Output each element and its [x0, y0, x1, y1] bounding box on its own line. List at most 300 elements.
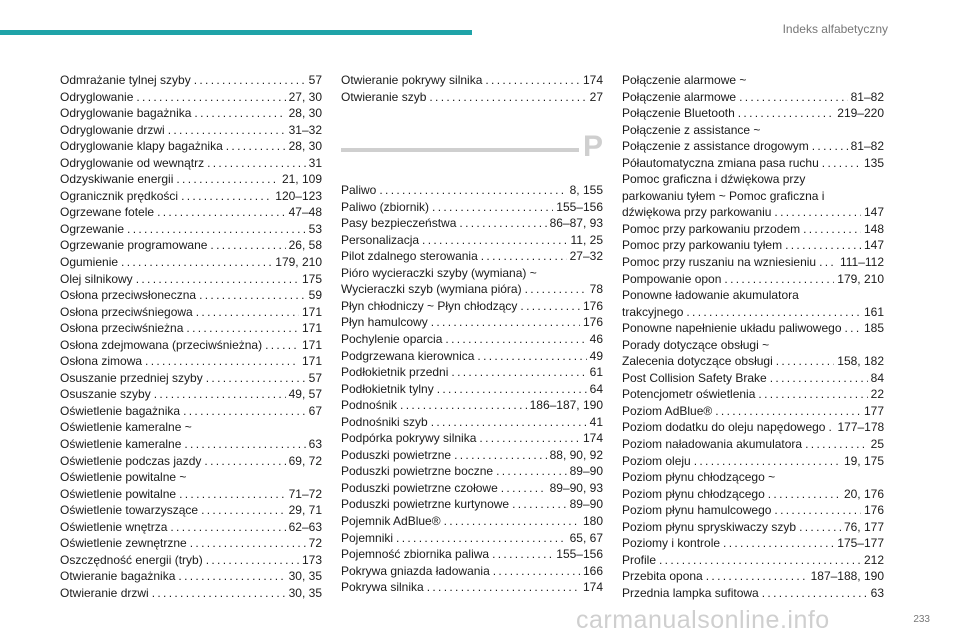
- index-entry-continued: Porady dotyczące obsługi ~: [622, 337, 770, 352]
- dot-leader: [154, 386, 286, 403]
- index-entry[interactable]: [622, 519, 884, 536]
- index-entry-page[interactable]: 31: [308, 155, 322, 170]
- index-entry-page[interactable]: 57: [308, 370, 322, 385]
- index-entry-term: Osłona zdejmowana (przeciwśnieżna): [60, 337, 263, 352]
- index-entry-term: Paliwo: [341, 183, 377, 198]
- index-entry[interactable]: [60, 105, 322, 122]
- index-entry-page[interactable]: 219–220: [837, 106, 884, 121]
- index-entry-page[interactable]: 76, 177: [843, 519, 884, 534]
- index-entry-page[interactable]: 176: [863, 503, 884, 518]
- index-entry[interactable]: [622, 254, 884, 271]
- index-entry[interactable]: [60, 502, 322, 519]
- index-entry-term: Osłona przeciwśniegowa: [60, 304, 193, 319]
- index-entry-page[interactable]: 89–90: [569, 464, 603, 479]
- index-entry[interactable]: [622, 221, 884, 238]
- dot-leader: [828, 419, 834, 436]
- index-entry[interactable]: [622, 453, 884, 470]
- index-entry-page[interactable]: 11, 25: [570, 232, 603, 247]
- index-entry-term: Pojemnik AdBlue®: [341, 514, 441, 529]
- index-entry[interactable]: [341, 298, 603, 315]
- dot-leader: [431, 414, 587, 431]
- index-entry-page[interactable]: 81–82: [850, 89, 884, 104]
- dot-leader: [427, 579, 580, 596]
- index-entry[interactable]: [341, 480, 603, 497]
- index-entry-page[interactable]: 27, 30: [288, 89, 322, 104]
- index-entry[interactable]: [341, 381, 603, 398]
- index-entry-term: Płyn chłodniczy ~ Płyn chłodzący: [341, 298, 518, 313]
- dot-leader: [459, 215, 546, 232]
- index-entry[interactable]: [60, 221, 322, 238]
- index-entry-term: Pomoc przy parkowaniu przodem: [622, 221, 801, 236]
- index-entry-term: trakcyjnego: [622, 304, 684, 319]
- index-entry[interactable]: [341, 579, 603, 596]
- index-entry[interactable]: [341, 364, 603, 381]
- index-entry-term: Personalizacja: [341, 232, 420, 247]
- index-entry-term: Olej silnikowy: [60, 271, 133, 286]
- dot-leader: [659, 552, 861, 569]
- index-entry-page[interactable]: 57: [308, 73, 322, 87]
- index-entry[interactable]: [341, 496, 603, 513]
- index-entry-page[interactable]: 174: [582, 73, 603, 87]
- index-entry-term: Poziom naładowania akumulatora: [622, 437, 803, 452]
- dot-leader: [184, 436, 305, 453]
- index-entry-page[interactable]: 86–87, 93: [549, 216, 603, 231]
- dot-leader: [496, 463, 567, 480]
- index-entry-page[interactable]: 69, 72: [288, 453, 322, 468]
- index-entry-page[interactable]: 180: [582, 514, 603, 529]
- dot-leader: [479, 430, 580, 447]
- index-entry-page[interactable]: 81–82: [850, 139, 884, 154]
- index-entry-term: Pompowanie opon: [622, 271, 722, 286]
- index-entry-continued: Pomoc graficzna i dźwiękowa przy: [622, 172, 806, 187]
- dot-leader: [477, 348, 586, 365]
- index-entry[interactable]: [60, 552, 322, 569]
- index-entry[interactable]: [622, 237, 884, 254]
- index-entry-term: Oszczędność energii (tryb): [60, 552, 203, 567]
- dot-leader: [445, 331, 586, 348]
- index-entry[interactable]: [341, 348, 603, 365]
- index-entry[interactable]: [60, 287, 322, 304]
- index-entry[interactable]: [622, 568, 884, 585]
- index-entry-page[interactable]: 84: [870, 370, 884, 385]
- index-column-2: [341, 72, 603, 596]
- index-entry-term: Otwieranie pokrywy silnika: [341, 73, 483, 87]
- dot-leader: [431, 314, 580, 331]
- index-entry-term: Ponowne napełnienie układu paliwowego: [622, 321, 842, 336]
- index-entry-page[interactable]: 135: [863, 155, 884, 170]
- index-entry-continued: Ponowne ładowanie akumulatora: [622, 288, 799, 303]
- index-entry-continued: Połączenie z assistance ~: [622, 122, 761, 137]
- index-entry-term: Pojemniki: [341, 530, 394, 545]
- index-entry[interactable]: [622, 486, 884, 503]
- index-entry[interactable]: [60, 237, 322, 254]
- section-divider: [341, 122, 603, 174]
- index-entry[interactable]: [341, 447, 603, 464]
- dot-leader: [715, 403, 861, 420]
- index-entry-page[interactable]: 28, 30: [288, 106, 322, 121]
- index-entry-page[interactable]: 71–72: [288, 486, 322, 501]
- index-entry[interactable]: [60, 353, 322, 370]
- index-entry-term: Poziom płynu hamulcowego: [622, 503, 772, 518]
- dot-leader: [204, 453, 285, 470]
- index-entry-page[interactable]: 20, 176: [843, 486, 884, 501]
- dot-leader: [396, 530, 567, 547]
- index-entry[interactable]: [60, 122, 322, 139]
- index-entry[interactable]: [341, 281, 603, 298]
- index-entry-page[interactable]: 72: [308, 536, 322, 551]
- index-entry-term: Podnośnik: [341, 398, 398, 413]
- dot-leader: [686, 304, 861, 321]
- index-entry-page[interactable]: 53: [308, 221, 322, 236]
- index-entry[interactable]: [60, 155, 322, 172]
- dot-leader: [819, 254, 837, 271]
- index-entry-page[interactable]: 46: [589, 332, 603, 347]
- index-entry-term: Poziom dodatku do oleju napędowego: [622, 420, 826, 435]
- index-entry-term: Połączenie Bluetooth: [622, 106, 735, 121]
- index-entry-term: Poziom AdBlue®: [622, 403, 713, 418]
- index-entry-page[interactable]: 111–112: [839, 255, 884, 270]
- index-entry[interactable]: [341, 331, 603, 348]
- index-entry-term: Przednia lampka sufitowa: [622, 585, 759, 600]
- dot-leader: [803, 221, 861, 238]
- dot-leader: [136, 89, 285, 106]
- index-entry-term: Potencjometr oświetlenia: [622, 387, 756, 402]
- index-entry[interactable]: [60, 337, 322, 354]
- index-entry-term: Profile: [622, 552, 657, 567]
- index-entry-term: Pomoc przy ruszaniu na wzniesieniu: [622, 255, 817, 270]
- index-entry-term: Osłona przeciwsłoneczna: [60, 288, 197, 303]
- index-entry-term: Odzyskiwanie energii: [60, 172, 174, 187]
- index-entry-page[interactable]: 47–48: [288, 205, 322, 220]
- watermark: carmanualsonline.info: [576, 606, 830, 634]
- header-accent-bar: [0, 30, 472, 35]
- index-entry-term: dźwiękowa przy parkowaniu: [622, 205, 772, 220]
- index-entry[interactable]: [60, 188, 322, 205]
- dot-leader: [437, 381, 587, 398]
- index-entry-page[interactable]: 30, 35: [288, 585, 322, 600]
- dot-leader: [176, 171, 279, 188]
- index-entry[interactable]: [622, 89, 884, 106]
- dot-leader: [724, 271, 834, 288]
- dot-leader: [265, 337, 299, 354]
- dot-leader: [210, 237, 285, 254]
- dot-leader: [738, 105, 835, 122]
- dot-leader: [492, 546, 553, 563]
- index-entry-page[interactable]: 88, 90, 92: [549, 447, 603, 462]
- index-entry-term: Pilot zdalnego sterowania: [341, 249, 478, 264]
- dot-leader: [194, 105, 285, 122]
- index-entry-page[interactable]: 28, 30: [288, 139, 322, 154]
- index-entry-term: Odryglowanie od wewnątrz: [60, 155, 205, 170]
- index-entry-page[interactable]: 25: [870, 437, 884, 452]
- index-entry[interactable]: [622, 155, 884, 172]
- index-entry-term: Oświetlenie kameralne: [60, 437, 182, 452]
- index-entry-continued: parkowaniu tyłem ~ Pomoc graficzna i: [622, 188, 825, 203]
- dot-leader: [196, 304, 299, 321]
- index-entry[interactable]: [622, 105, 884, 122]
- index-entry-term: Połączenie z assistance drogowym: [622, 139, 809, 154]
- index-entry[interactable]: [341, 215, 603, 232]
- dot-leader: [127, 221, 306, 238]
- index-entry-term: Pochylenie oparcia: [341, 332, 443, 347]
- index-entry[interactable]: [341, 89, 603, 106]
- index-entry[interactable]: [60, 320, 322, 337]
- index-entry-page[interactable]: 78: [589, 282, 603, 297]
- index-entry-page[interactable]: 29, 71: [288, 503, 322, 518]
- index-entry[interactable]: [341, 397, 603, 414]
- dot-leader: [183, 403, 306, 420]
- index-entry[interactable]: [60, 72, 322, 89]
- dot-leader: [432, 199, 553, 216]
- index-entry[interactable]: [60, 271, 322, 288]
- index-entry-term: Półautomatyczna zmiana pasa ruchu: [622, 155, 819, 170]
- index-entry-page[interactable]: 177–178: [837, 420, 885, 435]
- index-entry[interactable]: [622, 304, 884, 321]
- index-entry-page[interactable]: 22: [870, 387, 884, 402]
- index-entry-term: Poziom płynu chłodzącego: [622, 486, 765, 501]
- dot-leader: [723, 535, 834, 552]
- index-entry-page[interactable]: 41: [589, 414, 603, 429]
- index-entry[interactable]: [341, 199, 603, 216]
- index-entry-page[interactable]: 158, 182: [837, 354, 884, 369]
- index-entry[interactable]: [60, 386, 322, 403]
- index-entry[interactable]: [341, 563, 603, 580]
- index-entry-page[interactable]: 174: [582, 580, 603, 595]
- index-entry-term: Poduszki powietrzne czołowe: [341, 480, 498, 495]
- dot-leader: [485, 72, 580, 89]
- index-entry-term: Poziom oleju: [622, 453, 691, 468]
- index-entry-term: Podgrzewana kierownica: [341, 348, 475, 363]
- index-entry-page[interactable]: 171: [301, 304, 322, 319]
- index-entry-page[interactable]: 173: [301, 552, 322, 567]
- index-entry[interactable]: [60, 436, 322, 453]
- dot-leader: [181, 188, 272, 205]
- index-entry-page[interactable]: 179, 210: [275, 255, 322, 270]
- index-entry-page[interactable]: 161: [863, 304, 884, 319]
- dot-leader: [444, 513, 580, 530]
- index-entry[interactable]: [341, 72, 603, 89]
- index-entry-page[interactable]: 49: [589, 348, 603, 363]
- dot-leader: [178, 568, 285, 585]
- index-entry-page[interactable]: 63: [308, 437, 322, 452]
- index-entry-page[interactable]: 26, 58: [288, 238, 322, 253]
- index-entry-term: Odryglowanie drzwi: [60, 122, 165, 137]
- index-entry-term: Osłona zimowa: [60, 354, 143, 369]
- index-entry[interactable]: [622, 403, 884, 420]
- dot-leader: [186, 320, 299, 337]
- index-entry-page[interactable]: 212: [863, 552, 884, 567]
- index-entry-page[interactable]: 176: [582, 315, 603, 330]
- index-entry-term: Oświetlenie podczas jazdy: [60, 453, 202, 468]
- dot-leader: [799, 519, 841, 536]
- index-entry[interactable]: [60, 171, 322, 188]
- dot-leader: [170, 519, 285, 536]
- index-entry-term: Pokrywa silnika: [341, 580, 424, 595]
- dot-leader: [121, 254, 272, 271]
- index-entry[interactable]: [341, 314, 603, 331]
- dot-leader: [145, 353, 299, 370]
- index-entry-term: Odryglowanie klapy bagażnika: [60, 139, 223, 154]
- index-entry-page[interactable]: 148: [863, 221, 884, 236]
- index-entry[interactable]: [341, 513, 603, 530]
- index-column-1: [60, 72, 322, 602]
- index-entry-page[interactable]: 147: [863, 205, 884, 220]
- index-entry-page[interactable]: 8, 155: [569, 183, 603, 198]
- index-entry[interactable]: [622, 419, 884, 436]
- dot-leader: [706, 568, 808, 585]
- index-entry-term: Odryglowanie: [60, 89, 134, 104]
- index-entry-page[interactable]: 171: [301, 337, 322, 352]
- section-rule: [341, 148, 603, 152]
- dot-leader: [774, 204, 861, 221]
- index-entry-term: Pomoc przy parkowaniu tyłem: [622, 238, 783, 253]
- index-entry[interactable]: [60, 254, 322, 271]
- index-entry-page[interactable]: 166: [582, 563, 603, 578]
- index-entry[interactable]: [622, 552, 884, 569]
- index-entry-continued: Pióro wycieraczki szyby (wymiana) ~: [341, 265, 537, 280]
- index-entry-page[interactable]: 175–177: [837, 536, 884, 551]
- index-entry[interactable]: [60, 370, 322, 387]
- index-entry-page[interactable]: 186–187, 190: [529, 398, 603, 413]
- index-entry-page[interactable]: 174: [582, 431, 603, 446]
- dot-leader: [454, 447, 547, 464]
- index-entry[interactable]: [60, 204, 322, 221]
- index-entry-term: Otwieranie szyb: [341, 89, 427, 104]
- index-entry-page[interactable]: 89–90: [569, 497, 603, 512]
- index-entry[interactable]: [60, 403, 322, 420]
- dot-leader: [822, 155, 861, 172]
- index-entry-page[interactable]: 67: [308, 403, 322, 418]
- dot-leader: [520, 298, 580, 315]
- dot-leader: [201, 502, 286, 519]
- index-entry[interactable]: [341, 430, 603, 447]
- index-entry-page[interactable]: 155–156: [556, 547, 603, 562]
- dot-leader: [207, 155, 306, 172]
- index-entry-continued: Połączenie alarmowe ~: [622, 73, 747, 87]
- index-entry[interactable]: [341, 546, 603, 563]
- index-entry[interactable]: [341, 414, 603, 431]
- index-entry[interactable]: [622, 502, 884, 519]
- index-entry-term: Otwieranie drzwi: [60, 585, 149, 600]
- index-entry-term: Pokrywa gniazda ładowania: [341, 563, 490, 578]
- index-entry[interactable]: [622, 535, 884, 552]
- index-entry[interactable]: [341, 232, 603, 249]
- dot-leader: [762, 585, 868, 602]
- dot-leader: [774, 502, 861, 519]
- index-entry-page[interactable]: 65, 67: [569, 530, 603, 545]
- dot-leader: [190, 535, 306, 552]
- index-entry-term: Podpórka pokrywy silnika: [341, 431, 477, 446]
- index-entry-page[interactable]: 185: [863, 321, 884, 336]
- index-entry-page[interactable]: 120–123: [275, 188, 322, 203]
- index-entry[interactable]: [622, 386, 884, 403]
- index-entry-page[interactable]: 155–156: [556, 199, 603, 214]
- index-entry[interactable]: [622, 370, 884, 387]
- index-entry-page[interactable]: 177: [863, 403, 884, 418]
- index-entry-page[interactable]: 61: [589, 365, 603, 380]
- index-entry[interactable]: [60, 486, 322, 503]
- index-entry-term: Ogumienie: [60, 255, 119, 270]
- index-entry-term: Oświetlenie towarzyszące: [60, 503, 199, 518]
- index-entry-page[interactable]: 31–32: [288, 122, 322, 137]
- index-entry-term: Oświetlenie powitalne: [60, 486, 177, 501]
- index-entry-page[interactable]: 63: [870, 585, 884, 600]
- index-entry-page[interactable]: 59: [308, 288, 322, 303]
- index-entry[interactable]: [622, 320, 884, 337]
- index-entry[interactable]: [60, 89, 322, 106]
- page-number: 233: [913, 614, 930, 625]
- index-entry-continued: Oświetlenie kameralne ~: [60, 420, 192, 435]
- index-entry-page[interactable]: 62–63: [288, 519, 322, 534]
- index-entry-page[interactable]: 171: [301, 354, 322, 369]
- dot-leader: [429, 89, 586, 106]
- index-entry[interactable]: [341, 530, 603, 547]
- index-entry[interactable]: [341, 248, 603, 265]
- index-entry-term: Poziomy i kontrole: [622, 536, 721, 551]
- index-entry-page[interactable]: 187–188, 190: [810, 569, 884, 584]
- index-entry-page[interactable]: 49, 57: [288, 387, 322, 402]
- index-entry[interactable]: [60, 519, 322, 536]
- dot-leader: [512, 496, 567, 513]
- dot-leader: [157, 204, 286, 221]
- index-entry-page[interactable]: 179, 210: [837, 271, 884, 286]
- index-entry-page[interactable]: 27–32: [569, 249, 603, 264]
- index-entry[interactable]: [60, 535, 322, 552]
- index-entry[interactable]: [341, 182, 603, 199]
- index-entry[interactable]: [622, 353, 884, 370]
- index-entry-page[interactable]: 27: [589, 89, 603, 104]
- dot-leader: [451, 364, 586, 381]
- index-entry-term: Osłona przeciwśnieżna: [60, 321, 184, 336]
- index-entry[interactable]: [341, 463, 603, 480]
- index-entry[interactable]: [60, 568, 322, 585]
- dot-leader: [845, 320, 861, 337]
- dot-leader: [770, 370, 868, 387]
- index-entry[interactable]: [60, 138, 322, 155]
- dot-leader: [179, 486, 286, 503]
- index-entry-term: Podłokietnik przedni: [341, 365, 449, 380]
- index-entry-page[interactable]: 19, 175: [843, 453, 884, 468]
- index-entry-page[interactable]: 176: [582, 298, 603, 313]
- dot-leader: [758, 386, 867, 403]
- index-entry-page[interactable]: 30, 35: [288, 569, 322, 584]
- index-entry-term: Odmrażanie tylnej szyby: [60, 73, 191, 87]
- index-entry-term: Pojemność zbiornika paliwa: [341, 547, 490, 562]
- index-entry[interactable]: [60, 453, 322, 470]
- index-entry[interactable]: [60, 585, 322, 602]
- dot-leader: [379, 182, 566, 199]
- index-entry[interactable]: [622, 138, 884, 155]
- section-letter: P: [579, 130, 603, 164]
- index-entry-page[interactable]: 171: [301, 321, 322, 336]
- index-entry-page[interactable]: 21, 109: [281, 172, 322, 187]
- index-entry-page[interactable]: 147: [863, 238, 884, 253]
- dot-leader: [785, 237, 861, 254]
- index-entry[interactable]: [622, 436, 884, 453]
- dot-leader: [481, 248, 567, 265]
- index-entry-continued: Oświetlenie powitalne ~: [60, 470, 187, 485]
- index-entry[interactable]: [60, 304, 322, 321]
- index-entry-page[interactable]: 89–90, 93: [549, 480, 603, 495]
- index-entry-page[interactable]: 175: [301, 271, 322, 286]
- index-entry[interactable]: [622, 271, 884, 288]
- index-entry-term: Osuszanie szyby: [60, 387, 151, 402]
- index-entry-page[interactable]: 64: [589, 381, 603, 396]
- index-entry[interactable]: [622, 585, 884, 602]
- index-entry[interactable]: [622, 204, 884, 221]
- dot-leader: [805, 436, 868, 453]
- index-entry-term: Podłokietnik tylny: [341, 381, 434, 396]
